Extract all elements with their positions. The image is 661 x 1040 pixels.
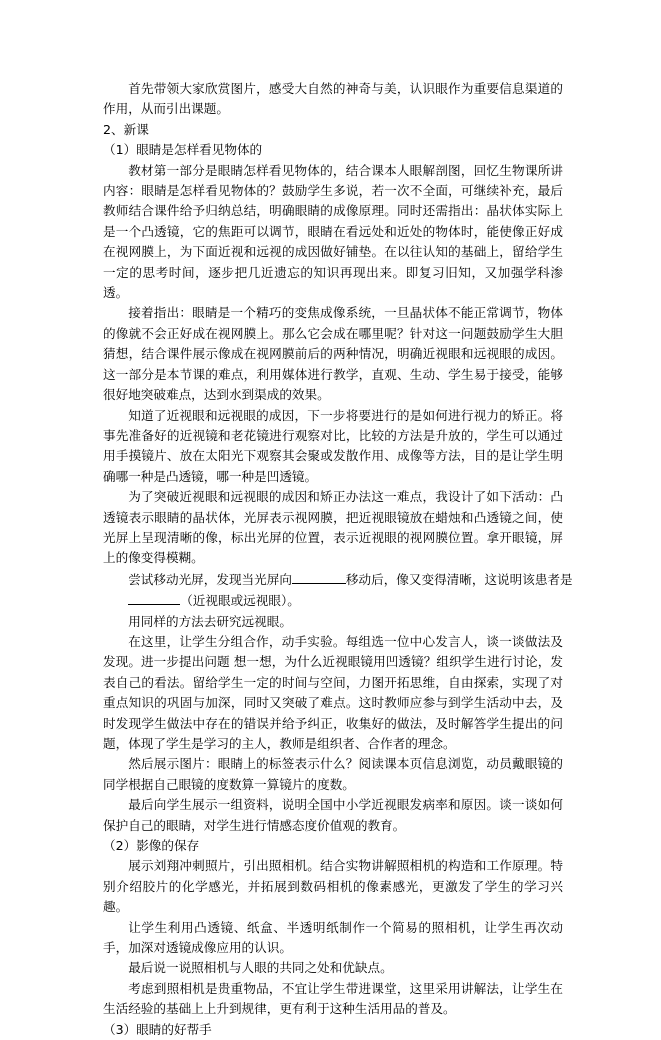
intro-paragraph: 首先带领大家欣赏图片，感受大自然的神奇与美，认识眼作为重要信息渠道的作用，从而引出课题。: [103, 81, 563, 117]
paragraph-myopia-data: 最后向学生展示一组资料，说明全国中小学近视眼发病率和原因。谈一谈如何保护自己的眼睛，对学生进行情感态度价值观的教育。: [103, 797, 563, 833]
subheading-how-eyes-see: （1）眼睛是怎样看见物体的: [103, 142, 263, 158]
answer-blank-eye-type[interactable]: [128, 590, 180, 605]
fill-blank-text-after: 移动后，像又变得清晰，这说明该患者是: [345, 571, 573, 587]
document-page: [103, 79, 573, 1040]
paragraph-vision-correction: 知道了近视眼和远视眼的成因，下一步将要进行的是如何进行视力的矫正。将事先准备好的近视镜和老花镜进行观察对比，比较的方法是升放的，学生可以通过用手摸镜片、放在太阳光下观察其会聚或发散作用、成像等方法，目的是让学生明确哪一种是凸透镜，哪一种是凹透镜。: [103, 407, 563, 484]
subheading-eye-helpers: （3）眼睛的好帮手: [103, 1021, 212, 1037]
fill-blank-line-2: [103, 590, 563, 611]
paragraph-teaching-method: 考虑到照相机是贵重物品，不宜让学生带进课堂，这里采用讲解法，让学生在生活经验的基础上上升到规律，更有利于这种生活用品的普及。: [103, 980, 563, 1017]
fill-blank-options: （近视眼或远视眼）。: [180, 593, 300, 609]
paragraph-group-experiment: 在这里，让学生分组合作，动手实验。每组选一位中心发言人，谈一谈做法及发现。进一步提出问题 想一想，为什么近视眼镜用凹透镜？组织学生进行讨论，发表自己的看法。留给学生一定的时间与空间，力图开拓思维，自由探索，实现了对重点知识的巩固与加深，同时又突破了难点。这时教师应参与到学生活动中去，及时发现学生做法中存在的错误并给予纠正，收集好的做法，及时解答学生提出的问题，体现了学生是学习的主人，教师是组织者、合作者的理念。: [103, 633, 563, 751]
subheading-image-preservation: （2）影像的保存: [103, 838, 200, 854]
answer-blank-direction[interactable]: [292, 569, 346, 584]
fill-blank-line-1: [103, 569, 573, 590]
paragraph-glasses-label: 然后展示图片：眼睛上的标签表示什么？阅读课本页信息浏览，动员戴眼镜的同学根据自己眼镜的度数算一算镜片的度数。: [103, 756, 563, 792]
fill-blank-text-before: 尝试移动光屏，发现当光屏向: [128, 571, 292, 587]
paragraph-focusing-system: 接着指出：眼睛是一个精巧的变焦成像系统，一旦晶状体不能正常调节，物体的像就不会正好成在视网膜上。那么它会成在哪里呢？针对这一问题鼓励学生大胆猜想，结合课件展示像成在视网膜前后的两种情况，明确近视眼和远视眼的成因。这一部分是本节课的难点，利用媒体进行教学，直观、生动、学生易于接受，能够很好地突破难点，达到水到渠成的效果。: [103, 305, 563, 403]
paragraph-eye-structure: 教材第一部分是眼睛怎样看见物体的，结合课本人眼解剖图，回忆生物课所讲内容：眼睛是怎样看见物体的？鼓励学生多说，若一次不全面，可继续补充，最后教师结合课件给予归纳总结，明确眼睛的成像原理。同时还需指出：晶状体实际上是一个凸透镜，它的焦距可以调节，眼睛在看远处和近处的物体时，能使像正好成在视网膜上，为下面近视和远视的成因做好铺垫。在以往认知的基础上，留给学生一定的思考时间，逐步把几近遗忘的知识再现出来。即复习旧知，又加强学科渗透。: [103, 162, 563, 301]
paragraph-camera-intro: 展示刘翔冲刺照片，引出照相机。结合实物讲解照相机的构造和工作原理。特别介绍胶片的化学感光，并拓展到数码相机的像素感光，更激发了学生的学习兴趣。: [103, 858, 563, 915]
paragraph-camera-making: 让学生利用凸透镜、纸盒、半透明纸制作一个简易的照相机，让学生再次动手，加深对透镜成像应用的认识。: [103, 919, 563, 956]
paragraph-activity-design: 为了突破近视眼和远视眼的成因和矫正办法这一难点，我设计了如下活动：凸透镜表示眼睛的晶状体，光屏表示视网膜，把近视眼镜放在蜡烛和凸透镜之间，使光屏上呈现清晰的像，标出光屏的位置，表示近视眼的视网膜位置。拿开眼镜，屏上的像变得模糊。: [103, 489, 563, 566]
paragraph-camera-vs-eye: 最后说一说照相机与人眼的共同之处和优缺点。: [128, 960, 393, 976]
paragraph-farsighted-method: 用同样的方法去研究远视眼。: [128, 613, 292, 629]
section-heading-new-lesson: 2、新课: [103, 121, 149, 137]
